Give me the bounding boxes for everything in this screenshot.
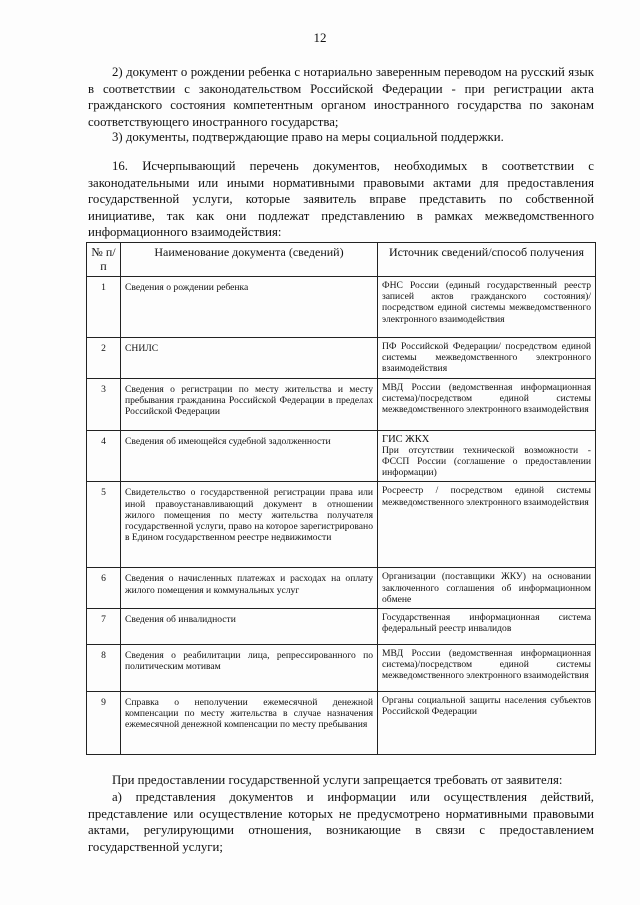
row-source: ПФ Российской Федерации/ посредством единой системы межведомственного электронного взаимодействия xyxy=(378,338,596,379)
row-num: 2 xyxy=(87,338,121,379)
paragraph-restriction-a xyxy=(88,789,594,855)
row-name: СНИЛС xyxy=(121,338,378,379)
row-source: Организации (поставщики ЖКУ) на основании заключенного соглашения об информационном обмене xyxy=(378,568,596,609)
row-source xyxy=(378,430,596,482)
paragraph-restriction-a-text: а) представления документов и информации или осуществления действий, представление или осуществление которых не предусмотрено нормативными правовыми актами, регулирующими отношения, возникающие в связи с предоставлением государственной услуги; xyxy=(88,790,594,854)
paragraph-16-text: 16. Исчерпывающий перечень документов, необходимых в соответствии с законодательными или иными нормативными правовыми актами для предоставления государственной услуги, которые заявитель вправе представить по собственной инициативе, так как они подлежат представлению в рамках межведомственного информационного взаимодействия: xyxy=(88,159,594,239)
row-source: Органы социальной защиты населения субъектов Российской Федерации xyxy=(378,692,596,755)
row-name: Сведения о реабилитации лица, репрессированного по политическим мотивам xyxy=(121,645,378,692)
table-row xyxy=(87,338,596,379)
row-num: 9 xyxy=(87,692,121,755)
row-num: 8 xyxy=(87,645,121,692)
paragraph-item-2 xyxy=(88,64,594,130)
row-num: 6 xyxy=(87,568,121,609)
header-name: Наименование документа (сведений) xyxy=(121,243,378,277)
row-source-text: При отсутствии технической возможности - ФССП России (соглашение о предоставлении информации) xyxy=(382,444,591,479)
row-name: Свидетельство о государственной регистрации права или иной правоустанавливающий документ в отношении жилого помещения по месту жительства получателя государственной услуги, право на которое зарегистрировано в Едином государственном реестре недвижимости xyxy=(121,482,378,568)
row-source: Росреестр / посредством единой системы межведомственного электронного взаимодействия xyxy=(378,482,596,568)
paragraph-restrictions-intro xyxy=(88,772,594,789)
table-row xyxy=(87,645,596,692)
page-number: 12 xyxy=(313,30,327,45)
row-num: 3 xyxy=(87,378,121,430)
header-num: № п/п xyxy=(87,243,121,277)
row-name: Сведения о рождении ребенка xyxy=(121,277,378,338)
row-name: Сведения о регистрации по месту жительства и месту пребывания гражданина Российской Федерации в пределах Российской Федерации xyxy=(121,378,378,430)
row-name: Сведения об инвалидности xyxy=(121,609,378,645)
paragraph-item-2-text: 2) документ о рождении ребенка с нотариально заверенным переводом на русский язык в соответствии с законодательством Российской Федерации - при регистрации акта гражданского состояния компетентным органом иностранного государства по законам соответствующего иностранного государства; xyxy=(88,65,594,129)
table-row xyxy=(87,482,596,568)
table-row xyxy=(87,692,596,755)
row-name: Сведения об имеющейся судебной задолженности xyxy=(121,430,378,482)
table-row xyxy=(87,568,596,609)
paragraph-item-3-text: 3) документы, подтверждающие право на меры социальной поддержки. xyxy=(112,130,504,144)
row-source: МВД России (ведомственная информационная система)/посредством единой системы межведомственного электронного взаимодействия xyxy=(378,378,596,430)
header-source: Источник сведений/способ получения xyxy=(378,243,596,277)
row-num: 1 xyxy=(87,277,121,338)
row-num: 4 xyxy=(87,430,121,482)
paragraph-restrictions-intro-text: При предоставлении государственной услуги запрещается требовать от заявителя: xyxy=(112,773,563,787)
row-num: 5 xyxy=(87,482,121,568)
table-row xyxy=(87,277,596,338)
documents-table xyxy=(86,242,596,755)
row-source: МВД России (ведомственная информационная система)/посредством единой системы межведомственного электронного взаимодействия xyxy=(378,645,596,692)
table-row xyxy=(87,430,596,482)
row-source: Государственная информационная система федеральный реестр инвалидов xyxy=(378,609,596,645)
row-num: 7 xyxy=(87,609,121,645)
table-row xyxy=(87,378,596,430)
table-row xyxy=(87,609,596,645)
row-source: ФНС России (единый государственный реестр записей актов гражданского состояния)/посредством единой системы межведомственного электронного взаимодействия xyxy=(378,277,596,338)
paragraph-item-3 xyxy=(88,129,594,146)
row-name: Сведения о начисленных платежах и расходах на оплату жилого помещения и коммунальных услуг xyxy=(121,568,378,609)
row-source-title: ГИС ЖКХ xyxy=(382,433,430,445)
row-name: Справка о неполучении ежемесячной денежной компенсации по месту жительства в случае назначения ежемесячной денежной компенсации по месту пребывания xyxy=(121,692,378,755)
paragraph-16 xyxy=(88,158,594,241)
